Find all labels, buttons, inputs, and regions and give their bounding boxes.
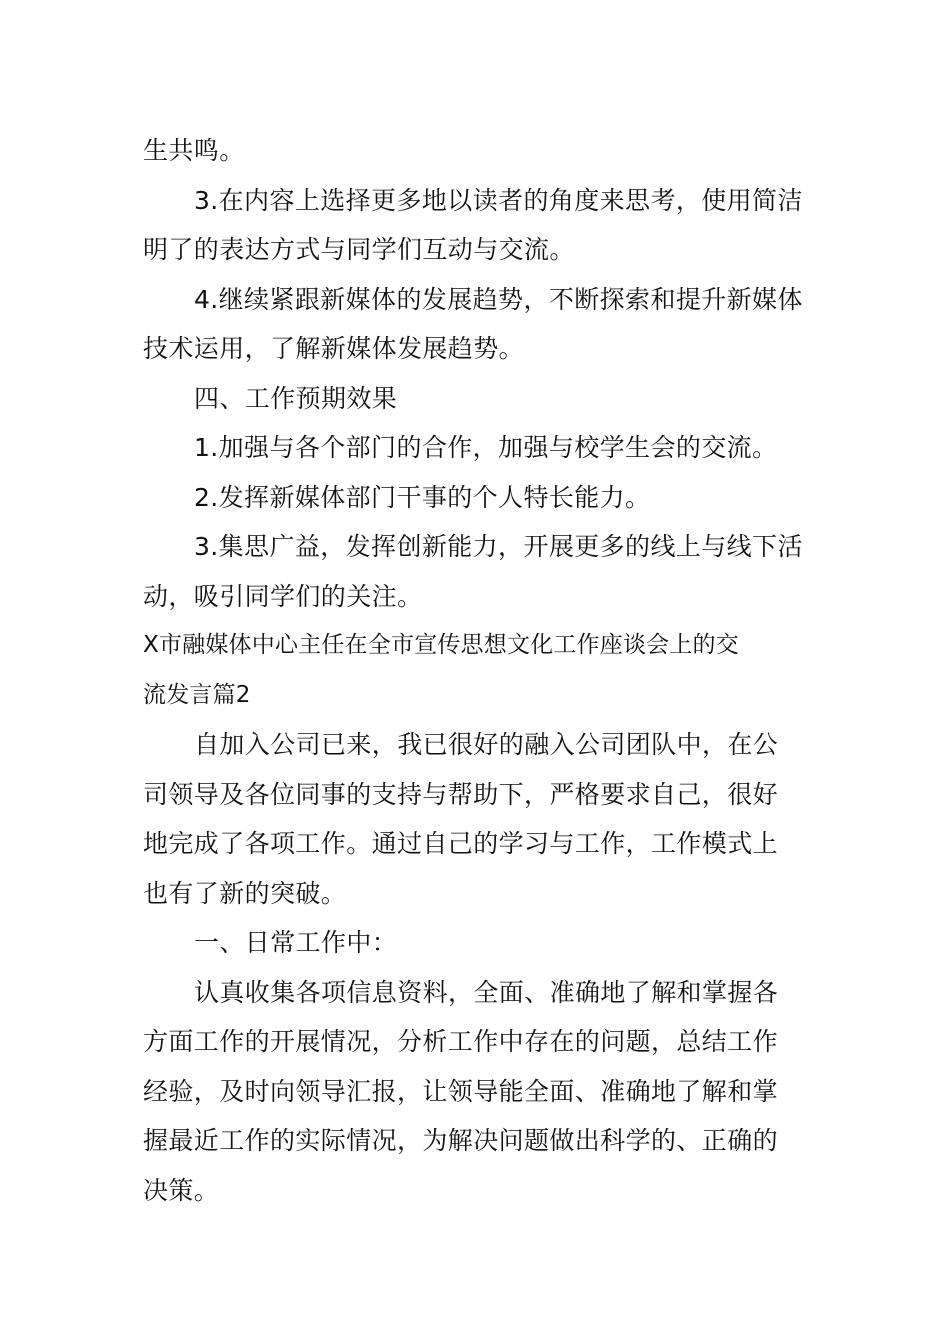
article-title-line: X市融媒体中心主任在全市宣传思想文化工作座谈会上的交 xyxy=(143,632,739,658)
list-item-text-line: 2.发挥新媒体部门干事的个人特长能力。 xyxy=(194,482,651,512)
paragraph-line: 也有了新的突破。 xyxy=(143,878,347,908)
list-item-text-line: 3.在内容上选择更多地以读者的角度来思考，使用简洁 xyxy=(194,185,803,215)
document-body xyxy=(143,126,815,1215)
text-line: 技术运用，了解新媒体发展趋势。 xyxy=(143,334,525,363)
list-item-text-line: 4.继续紧跟新媒体的发展趋势，不断探索和提升新媒体 xyxy=(194,284,803,314)
paragraph-line: 地完成了各项工作。通过自己的学习与工作，工作模式上 xyxy=(143,829,779,858)
text-line: 明了的表达方式与同学们互动与交流。 xyxy=(143,235,575,264)
text-line: 动，吸引同学们的关注。 xyxy=(143,581,423,611)
section-heading: 一、日常工作中： xyxy=(194,928,398,957)
paragraph-line: 司领导及各位同事的支持与帮助下，严格要求自己，很好 xyxy=(143,779,779,809)
paragraph-line: 方面工作的开展情况，分析工作中存在的问题，总结工作 xyxy=(143,1027,779,1056)
paragraph-line: 认真收集各项信息资料，全面、准确地了解和掌握各 xyxy=(194,977,779,1007)
list-item-text-line: 3.集思广益，发挥创新能力，开展更多的线上与线下活 xyxy=(194,532,803,561)
paragraph-line: 握最近工作的实际情况，为解决问题做出科学的、正确的 xyxy=(143,1126,779,1155)
paragraph-line: 决策。 xyxy=(143,1175,220,1205)
paragraph-line: 自加入公司已来，我已很好的融入公司团队中，在公 xyxy=(194,730,779,759)
paragraph-line: 经验，及时向领导汇报，让领导能全面、准确地了解和掌 xyxy=(143,1076,779,1106)
text-line: 生共鸣。 xyxy=(143,136,245,165)
list-item-text-line: 1.加强与各个部门的合作，加强与校学生会的交流。 xyxy=(194,433,778,462)
section-heading: 四、工作预期效果 xyxy=(194,383,398,413)
article-title-line: 流发言篇2 xyxy=(143,681,251,708)
